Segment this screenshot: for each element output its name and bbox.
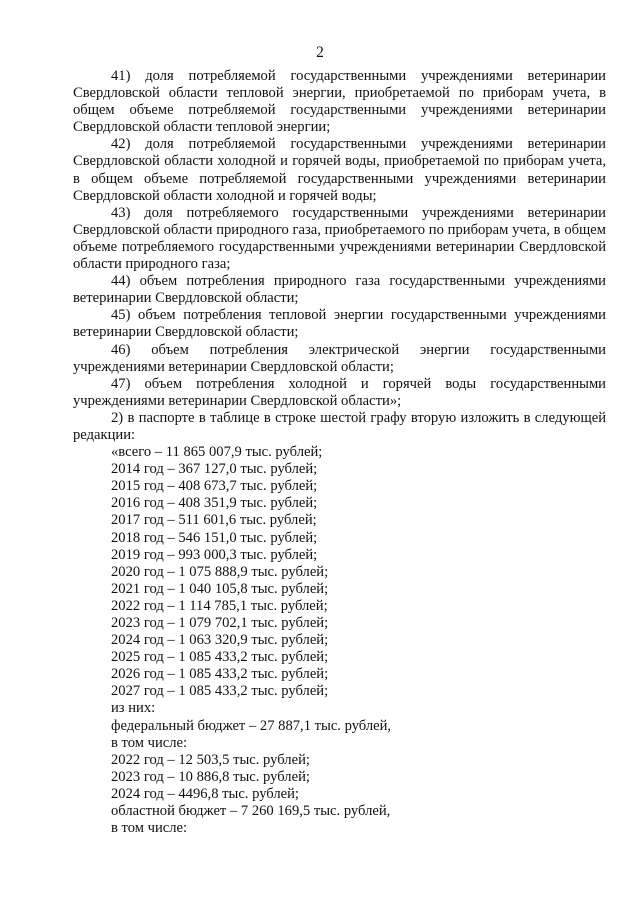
funding-year-2018: 2018 год – 546 151,0 тыс. рублей; [111, 529, 318, 546]
funding-year-2019: 2019 год – 993 000,3 тыс. рублей; [111, 546, 318, 563]
page-number: 2 [316, 44, 324, 61]
funding-year-2014: 2014 год – 367 127,0 тыс. рублей; [111, 461, 318, 478]
federal-budget-2022: 2022 год – 12 503,5 тыс. рублей; [111, 751, 310, 768]
funding-total: «всего – 11 865 007,9 тыс. рублей; [111, 444, 323, 461]
funding-year-2027: 2027 год – 1 085 433,2 тыс. рублей; [111, 683, 329, 700]
funding-year-2024: 2024 год – 1 063 320,9 тыс. рублей; [111, 632, 329, 649]
funding-year-2021: 2021 год – 1 040 105,8 тыс. рублей; [111, 580, 329, 597]
federal-budget-2024: 2024 год – 4496,8 тыс. рублей; [111, 785, 299, 802]
paragraph-item-42: 42) доля потребляемой государственными учреждениями ветеринарии Свердловской области холодной и горячей воды, приобретаемой по приборам учета, в общем объеме потребляемой государственными учреждениями ветеринарии Свердловской области холодной и горячей воды; [73, 136, 606, 204]
federal-budget-total: федеральный бюджет – 27 887,1 тыс. рублей, [111, 717, 392, 734]
funding-year-2026: 2026 год – 1 085 433,2 тыс. рублей; [111, 666, 329, 683]
funding-year-2025: 2025 год – 1 085 433,2 тыс. рублей; [111, 649, 329, 666]
document-body [73, 68, 606, 837]
funding-list [73, 444, 606, 837]
including-label: в том числе: [111, 734, 188, 751]
funding-year-2016: 2016 год – 408 351,9 тыс. рублей; [111, 495, 318, 512]
paragraph-item-44: 44) объем потребления природного газа государственными учреждениями ветеринарии Свердловской области; [73, 273, 606, 307]
regional-budget-total: областной бюджет – 7 260 169,5 тыс. рублей, [111, 803, 391, 820]
paragraph-item-46: 46) объем потребления электрической энергии государственными учреждениями ветеринарии Свердловской области; [73, 341, 606, 375]
paragraph-item-41: 41) доля потребляемой государственными учреждениями ветеринарии Свердловской области тепловой энергии, приобретаемой по приборам учета, в общем объеме потребляемой государственными учреждениями ветеринарии Свердловской области тепловой энергии; [73, 68, 606, 136]
paragraph-item-47: 47) объем потребления холодной и горячей воды государственными учреждениями ветеринарии Свердловской области»; [73, 375, 606, 409]
paragraph-item-43: 43) доля потребляемого государственными учреждениями ветеринарии Свердловской области природного газа, приобретаемого по приборам учета, в общем объеме потребляемого государственными учреждениями ветеринарии Свердловской области природного газа; [73, 204, 606, 273]
including-label: в том числе: [111, 820, 188, 837]
paragraph-item-45: 45) объем потребления тепловой энергии государственными учреждениями ветеринарии Свердловской области; [73, 307, 606, 341]
of-which-label: из них: [111, 700, 156, 717]
funding-year-2015: 2015 год – 408 673,7 тыс. рублей; [111, 478, 318, 495]
funding-year-2017: 2017 год – 511 601,6 тыс. рублей; [111, 512, 317, 529]
funding-year-2022: 2022 год – 1 114 785,1 тыс. рублей; [111, 597, 328, 614]
funding-year-2023: 2023 год – 1 079 702,1 тыс. рублей; [111, 615, 329, 631]
paragraph-amendment-2: 2) в паспорте в таблице в строке шестой графу вторую изложить в следующей редакции: [73, 409, 606, 443]
federal-budget-2023: 2023 год – 10 886,8 тыс. рублей; [111, 768, 310, 785]
funding-year-2020: 2020 год – 1 075 888,9 тыс. рублей; [111, 563, 329, 580]
